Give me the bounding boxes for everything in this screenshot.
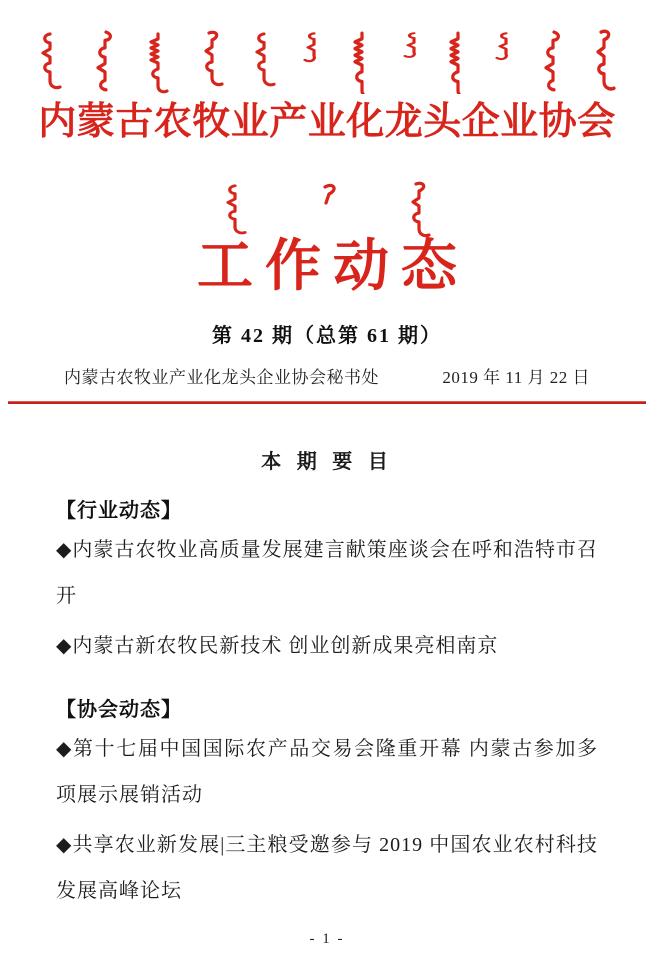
- red-divider: [8, 401, 646, 404]
- toc-item: ◆内蒙古农牧业高质量发展建言献策座谈会在呼和浩特市召开: [56, 539, 598, 608]
- publisher-name: 内蒙古农牧业产业化龙头企业协会秘书处: [64, 368, 379, 388]
- toc-item: ◆内蒙古新农牧民新技术 创业创新成果亮相南京: [56, 635, 499, 658]
- org-title: 内蒙古农牧业产业化龙头企业协会: [38, 101, 616, 143]
- mongolian-script-subtitle-icon: [197, 181, 457, 239]
- mongolian-script-banner-icon: [32, 28, 622, 94]
- toc-title: 本 期 要 目: [261, 451, 393, 474]
- bulletin-title: 工作动态: [197, 236, 469, 299]
- toc-item: ◆第十七届中国国际农产品交易会隆重开幕 内蒙古参加多项展示展销活动: [56, 738, 598, 807]
- section-heading-industry: 【行业动态】: [56, 500, 182, 523]
- issue-line: 第 42 期（总第 61 期）: [212, 325, 442, 348]
- page-number: - 1 -: [309, 931, 345, 947]
- toc-item: ◆共享农业新发展|三主粮受邀参与 2019 中国农业农村科技发展高峰论坛: [56, 834, 598, 903]
- publish-date: 2019 年 11 月 22 日: [442, 368, 590, 388]
- section-heading-association: 【协会动态】: [56, 699, 182, 722]
- meta-row: [64, 363, 590, 388]
- contents-block: [0, 445, 654, 914]
